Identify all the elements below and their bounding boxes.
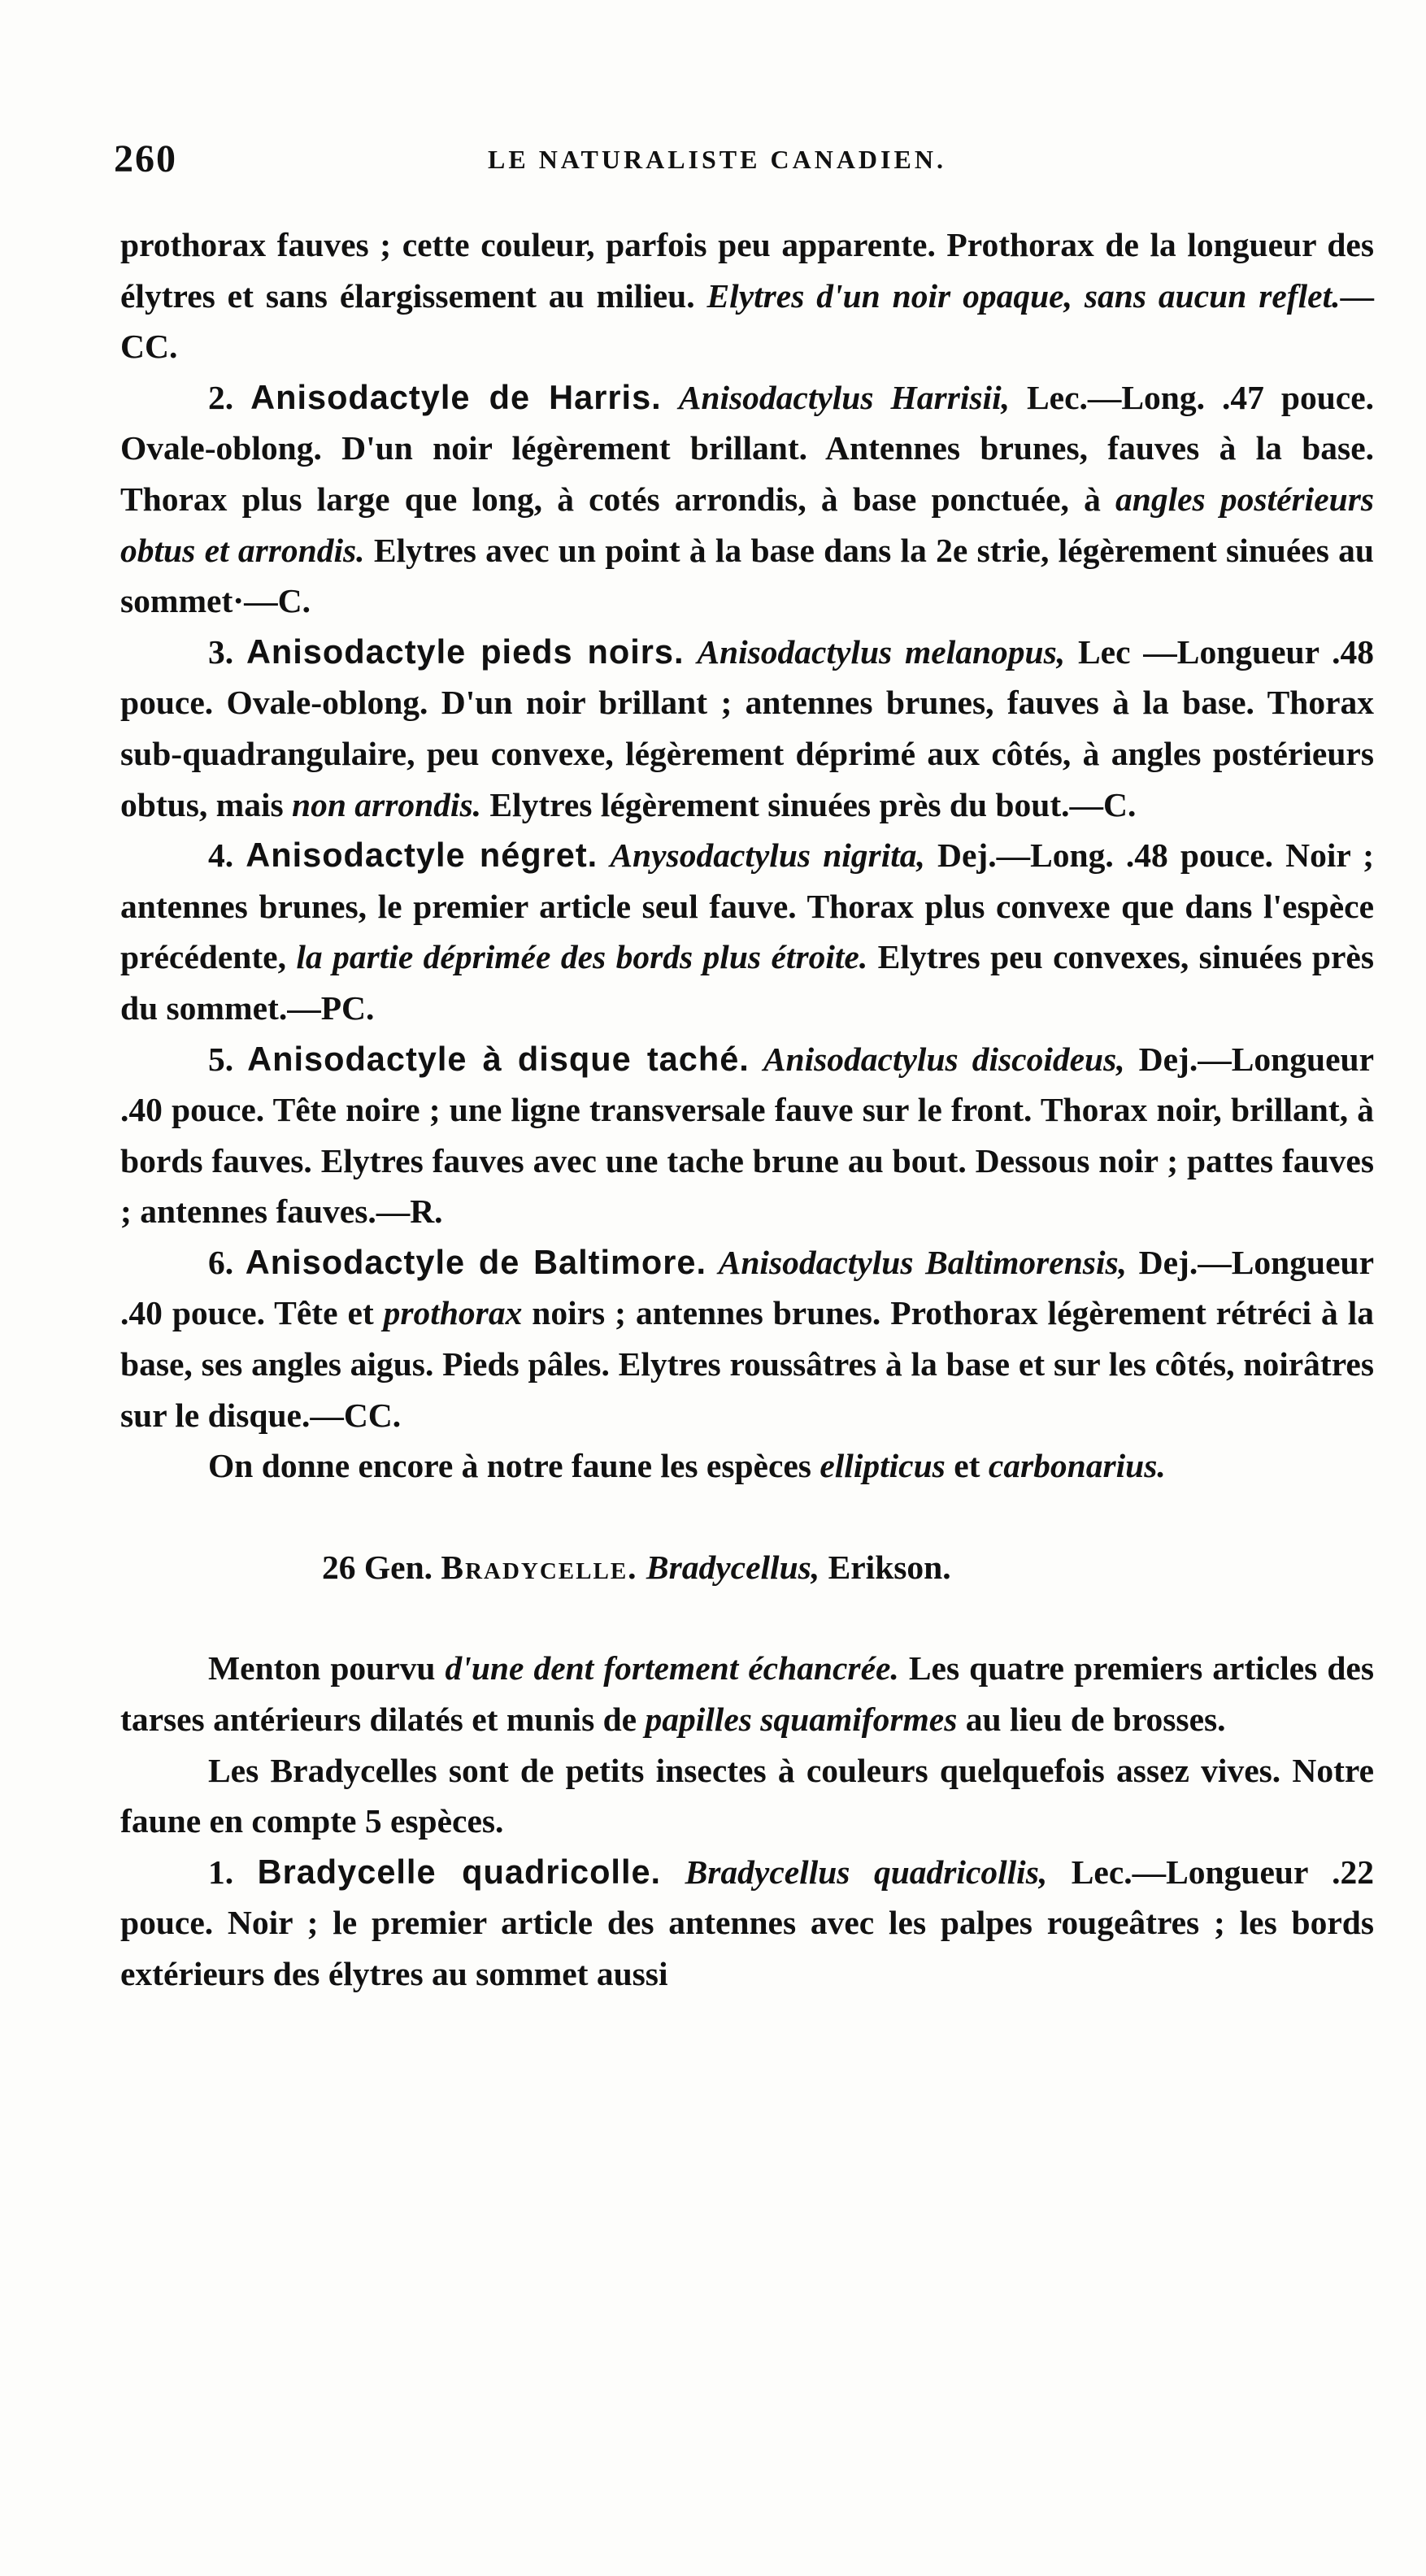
italic-run: papilles squamiformes <box>645 1701 958 1739</box>
genus-notes <box>120 1745 1374 1847</box>
text-run <box>662 379 679 416</box>
section-spacer <box>120 1592 1374 1643</box>
text-run: Lec.—Longueur .22 pouce. Noir ; le premier article des antennes avec les palpes rougeâtres ; les bords extérieurs des élytres au sommet aussi <box>120 1853 1374 1992</box>
entry-number: 4. <box>208 836 246 875</box>
text-run <box>598 836 610 874</box>
genus-number: 26 Gen. <box>322 1548 441 1586</box>
scientific-name: Anisodactylus Harrisii, <box>678 378 1010 416</box>
scientific-name: Anysodactylus nigrita, <box>610 836 925 875</box>
scientific-name: Anisodactylus Baltimorensis, <box>718 1243 1128 1281</box>
scientific-name: Anisodactylus melanopus, <box>697 632 1066 671</box>
text-run: Menton pourvu <box>208 1649 446 1688</box>
text-run: Lec —Longueur .48 pouce. Ovale-oblong. D'un noir brillant ; antennes brunes, fauves à la base. Thorax sub-quadrangulaire, peu convexe, légèrement déprimé aux côtés, à angles postérieurs obtus, mais <box>120 632 1374 823</box>
text-run: Dej.—Long. .48 pouce. Noir ; antennes brunes, le premier article seul fauve. Thorax plus convexe que dans l'espèce précédente, <box>120 836 1375 976</box>
entry-number: 6. <box>208 1243 246 1281</box>
italic-run: carbonarius. <box>988 1447 1166 1485</box>
text-run <box>685 633 698 671</box>
text-run: Les quatre premiers articles des tarses antérieurs dilatés et munis de <box>120 1649 1374 1739</box>
text-run: Elytres peu convexes, sinuées près du sommet.—PC. <box>120 938 1374 1027</box>
text-run <box>638 1549 646 1586</box>
entry-number: 5. <box>208 1040 248 1078</box>
italic-run: la partie déprimée des bords plus étroite. <box>296 938 868 976</box>
text-run: Erikson. <box>820 1548 951 1586</box>
text-run: On donne encore à notre faune les espèces <box>208 1447 820 1485</box>
genus-heading <box>120 1542 1374 1593</box>
scientific-name: Bradycellus, <box>646 1548 820 1586</box>
text-run: et <box>945 1447 989 1485</box>
section-spacer <box>120 1492 1374 1542</box>
scientific-name: Anisodactylus discoideus, <box>763 1040 1125 1078</box>
entry-number: 3. <box>208 632 246 671</box>
text-run <box>661 1853 685 1891</box>
genus-description <box>120 1643 1374 1744</box>
page-header <box>114 137 1382 185</box>
species-name: Anisodactyle pieds noirs. <box>246 632 685 671</box>
italic-run: prothorax <box>383 1294 523 1332</box>
italic-run: d'une dent fortement échancrée. <box>445 1649 899 1688</box>
species-entry-disque-tache <box>120 1034 1374 1237</box>
paragraph-continuation <box>120 219 1374 372</box>
entry-number: 1. <box>208 1853 258 1891</box>
italic-run: ellipticus <box>820 1447 946 1485</box>
species-entry-harris <box>120 372 1374 627</box>
text-run: —CC. <box>120 276 1374 366</box>
species-entry-baltimore <box>120 1237 1374 1440</box>
species-entry-pieds-noirs <box>120 627 1374 830</box>
genus-name: Bradycelle. <box>441 1548 638 1586</box>
text-run: noirs ; antennes brunes. Prothorax légèrement rétréci à la base, ses angles aigus. Pieds pâles. Elytres roussâtres à la base et sur les côtés, noirâtres sur le disque.—CC. <box>120 1294 1374 1434</box>
text-run: Elytres avec un point à la base dans la 2e strie, légèrement sinuées au sommet·—C. <box>120 531 1374 620</box>
scientific-name: Bradycellus quadricollis, <box>685 1853 1048 1891</box>
species-entry-quadricolle <box>120 1847 1374 2000</box>
italic-run: Elytres d'un noir opaque, sans aucun reflet. <box>706 276 1341 315</box>
paragraph-other-species <box>120 1440 1374 1492</box>
species-entry-negret <box>120 830 1374 1033</box>
species-name: Anisodactyle de Harris. <box>250 377 662 416</box>
text-run <box>750 1040 763 1078</box>
text-run: au lieu de brosses. <box>957 1701 1226 1739</box>
text-run: prothorax fauves ; cette couleur, parfois peu apparente. Prothorax de la longueur des élytres et sans élargissement au milieu. <box>120 226 1374 315</box>
italic-run: non arrondis. <box>292 785 481 823</box>
species-name: Anisodactyle à disque taché. <box>247 1039 750 1078</box>
species-name: Anisodactyle négret. <box>246 836 598 875</box>
text-run: Dej.—Longueur .40 pouce. Tête noire ; une ligne transversale fauve sur le front. Thorax noir, brillant, à bords fauves. Elytres fauves avec une tache brune au bout. Dessous noir ; pattes fauves ; antennes fauves.—R. <box>120 1040 1375 1231</box>
text-run: Lec.—Long. .47 pouce. Ovale-oblong. D'un noir légèrement brillant. Antennes brunes, fauves à la base. Thorax plus large que long, à cotés arrondis, à base ponctuée, à <box>120 378 1375 518</box>
species-name: Bradycelle quadricolle. <box>257 1852 662 1891</box>
text-run: Dej.—Longueur .40 pouce. Tête et <box>120 1243 1374 1332</box>
text-run <box>706 1244 719 1281</box>
page-body <box>120 219 1374 2000</box>
page-number: 260 <box>114 137 177 180</box>
running-title: LE NATURALISTE CANADIEN. <box>488 145 946 174</box>
text-run: Les Bradycelles sont de petits insectes à couleurs quelquefois assez vives. Notre faune en compte 5 espèces. <box>120 1751 1374 1840</box>
entry-number: 2. <box>208 378 251 416</box>
text-run: Elytres légèrement sinuées près du bout.—C. <box>481 785 1137 823</box>
species-name: Anisodactyle de Baltimore. <box>245 1242 707 1281</box>
italic-run: angles postérieurs obtus et arrondis. <box>120 480 1374 569</box>
